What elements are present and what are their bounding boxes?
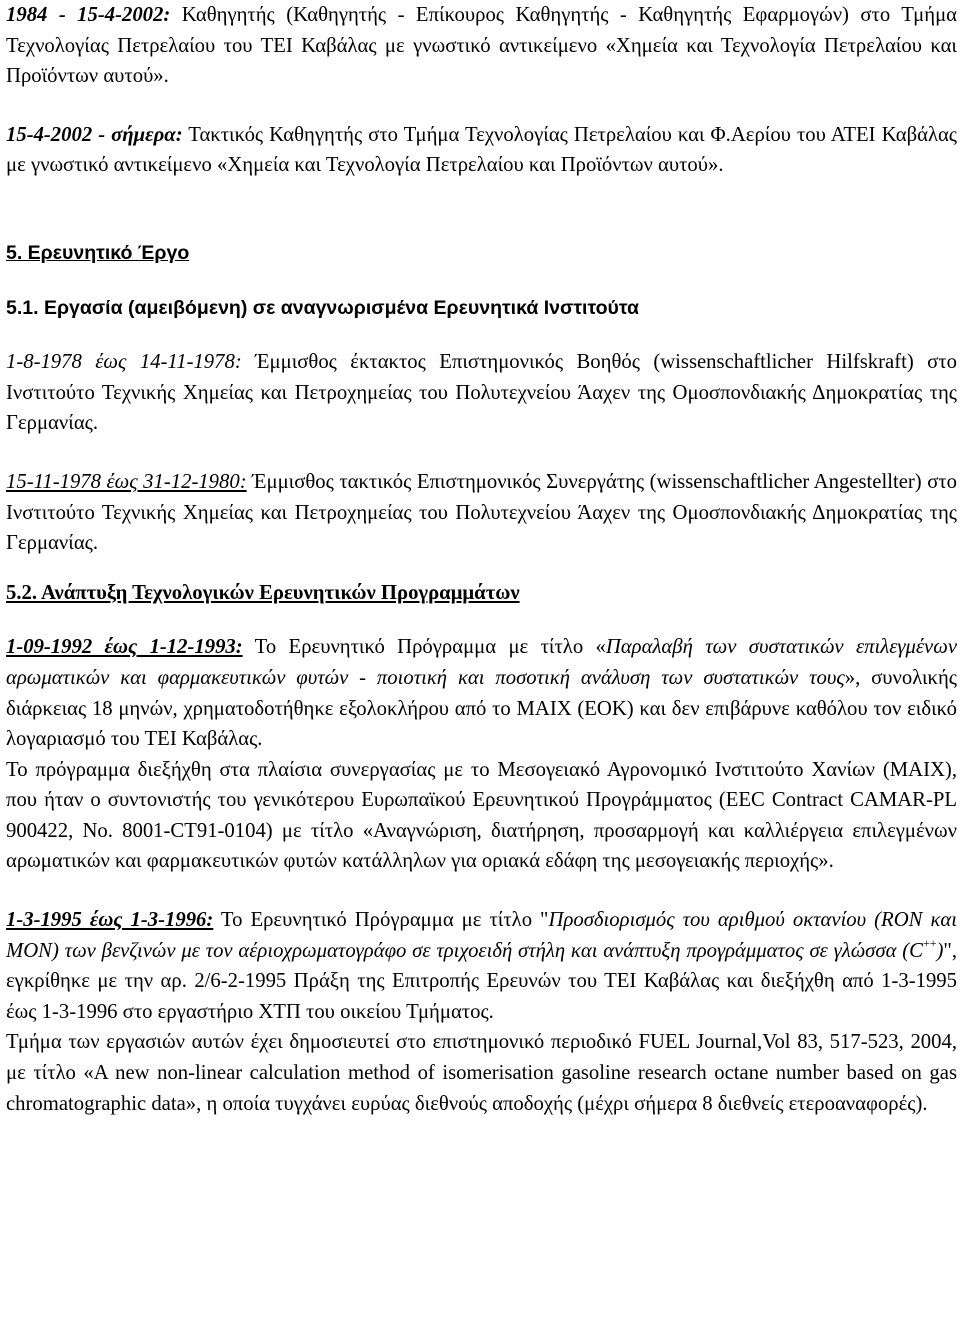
project-1-text-c: Το πρόγραμμα διεξήχθη στα πλαίσια συνεργασίας με το Μεσογειακό Αγρονομικό Ινστιτούτο Χανίων (MAIX), που ήταν ο συντονιστής του γενικότερου Ευρωπαϊκού Ερευνητικού Προγράμματος (EEC Contract CAMAR-PL 900422, No. 8001-CT91-0104) με τίτλο «Αναγνώριση, διατήρηση, προσαρμογή και καλλιέργεια επιλεγμένων αρωματικών και φαρμακευτικών φυτών κατάλληλων για οριακά εδάφη της μεσογειακής περιοχής». [6, 758, 957, 873]
spacer [6, 269, 957, 293]
project-1-paragraph [6, 632, 957, 754]
project-1-title: Παραλαβή των συστατικών επιλεγμένων αρωματικών και φαρμακευτικών φυτών - ποιοτική και ποσοτική ανάλυση των συστατικών τους [6, 636, 958, 689]
research-entry-2 [6, 467, 957, 559]
project-2-paragraph-2 [6, 1027, 957, 1119]
project-1-text-b: », συνολικής διάρκειας 18 μηνών, χρηματοδοτήθηκε εξολοκλήρου από το MAIX (ΕΟΚ) και δεν επιβάρυνε καθόλου τον ειδικό λογαριασμό του ΤΕΙ Καβάλας. [6, 666, 957, 751]
section-51-heading-text: 5.1. Εργασία (αμειβόμενη) σε αναγνωρισμένα Ερευνητικά Ινστιτούτα [6, 296, 640, 319]
section-52-heading-text: 5.2. Ανάπτυξη Τεχνολογικών Ερευνητικών Προγραμμάτων [6, 581, 520, 604]
project-1-date: 1-09-1992 έως 1-12-1993: [6, 636, 243, 659]
project-2-paragraph [6, 905, 957, 1027]
project-2-text-c: Τμήμα των εργασιών αυτών έχει δημοσιευτεί στο επιστημονικό περιοδικό FUEL Journal,Vol 83, 517-523, 2004, με τίτλο «A new non-linear calculation method of isomerisation gasoline research octane number based on gas chromatographic data», η οποία τυγχάνει ευρύας διεθνούς αποδοχής (μέχρι σήμερα 8 διεθνείς ετεροαναφορές). [6, 1031, 957, 1115]
project-1-text-a: Το Ερευνητικό Πρόγραμμα με τίτλο « [242, 636, 606, 659]
spacer [6, 608, 957, 632]
project-2-text-a: Το Ερευνητικό Πρόγραμμα με τίτλο " [213, 909, 549, 932]
project-2-title: Προσδιορισμός του αριθμού οκτανίου (RON και MON) των βενζινών με τον αέριοχρωματογράφο σε τριχοειδή στήλη και ανάπτυξη προγράμματος σε γλώσσα (C [6, 909, 957, 962]
section-52-heading [6, 578, 957, 609]
project-2-text-b: ", εγκρίθηκε με την αρ. 2/6-2-1995 Πράξη της Επιτροπής Ερευνών του ΤΕΙ Καβάλας και διεξήχθη από 1-3-1995 έως 1-3-1996 στο εργαστήριο ΧΤΠ του οικείου Τμήματος. [6, 939, 957, 1023]
research-entry-2-date: 15-11-1978 έως 31-12-1980: [6, 470, 247, 493]
project-2-title-end: ) [936, 939, 944, 962]
section-51-heading [6, 293, 957, 324]
section-5-heading-text: 5. Ερευνητικό Έργο [6, 241, 190, 264]
career-entry-1-text: Καθηγητής (Καθηγητής - Επίκουρος Καθηγητής - Καθηγητής Εφαρμογών) στο Τμήμα Τεχνολογίας Πετρελαίου του ΤΕΙ Καβάλας με γνωστικό αντικείμενο «Χημεία και Τεχνολογία Πετρελαίου και Προϊόντων αυτού». [6, 4, 958, 88]
section-5-heading [6, 238, 957, 269]
spacer [6, 92, 957, 120]
career-entry-1 [6, 0, 957, 92]
spacer [6, 439, 957, 467]
career-entry-2 [6, 120, 957, 181]
research-entry-1 [6, 347, 957, 439]
research-entry-2-text: Έμμισθος τακτικός Επιστημονικός Συνεργάτης (wissenschaftlicher Angestellter) στο Ινστιτούτο Τεχνικής Χημείας και Πετροχημείας του Πολυτεχνείου Άαχεν της Ομοσπονδιακής Δημοκρατίας της Γερμανίας. [6, 470, 957, 555]
career-entry-1-date: 1984 - 15-4-2002: [6, 4, 171, 26]
spacer [6, 323, 957, 347]
spacer [6, 877, 957, 905]
project-1-paragraph-2 [6, 755, 957, 877]
research-entry-1-date: 1-8-1978 έως 14-11-1978: [6, 351, 242, 374]
research-entry-1-text: Έμμισθος έκτακτος Επιστημονικός Βοηθός (wissenschaftlicher Hilfskraft) στο Ινστιτούτο Τεχνικής Χημείας και Πετροχημείας του Πολυτεχνείου Άαχεν της Ομοσπονδιακής Δημοκρατίας της Γερμανίας. [6, 351, 957, 435]
project-2-date: 1-3-1995 έως 1-3-1996: [6, 909, 214, 932]
project-2-title-sup: ++ [922, 935, 937, 950]
career-entry-2-text: Τακτικός Καθηγητής στο Τμήμα Τεχνολογίας Πετρελαίου και Φ.Αερίου του ΑΤΕΙ Καβάλας με γνωστικό αντικείμενο «Χημεία και Τεχνολογία Πετρελαίου και Προϊόντων αυτού». [6, 123, 958, 177]
spacer [6, 181, 957, 238]
career-entry-2-date: 15-4-2002 - σήμερα: [6, 123, 183, 146]
spacer [6, 559, 957, 578]
